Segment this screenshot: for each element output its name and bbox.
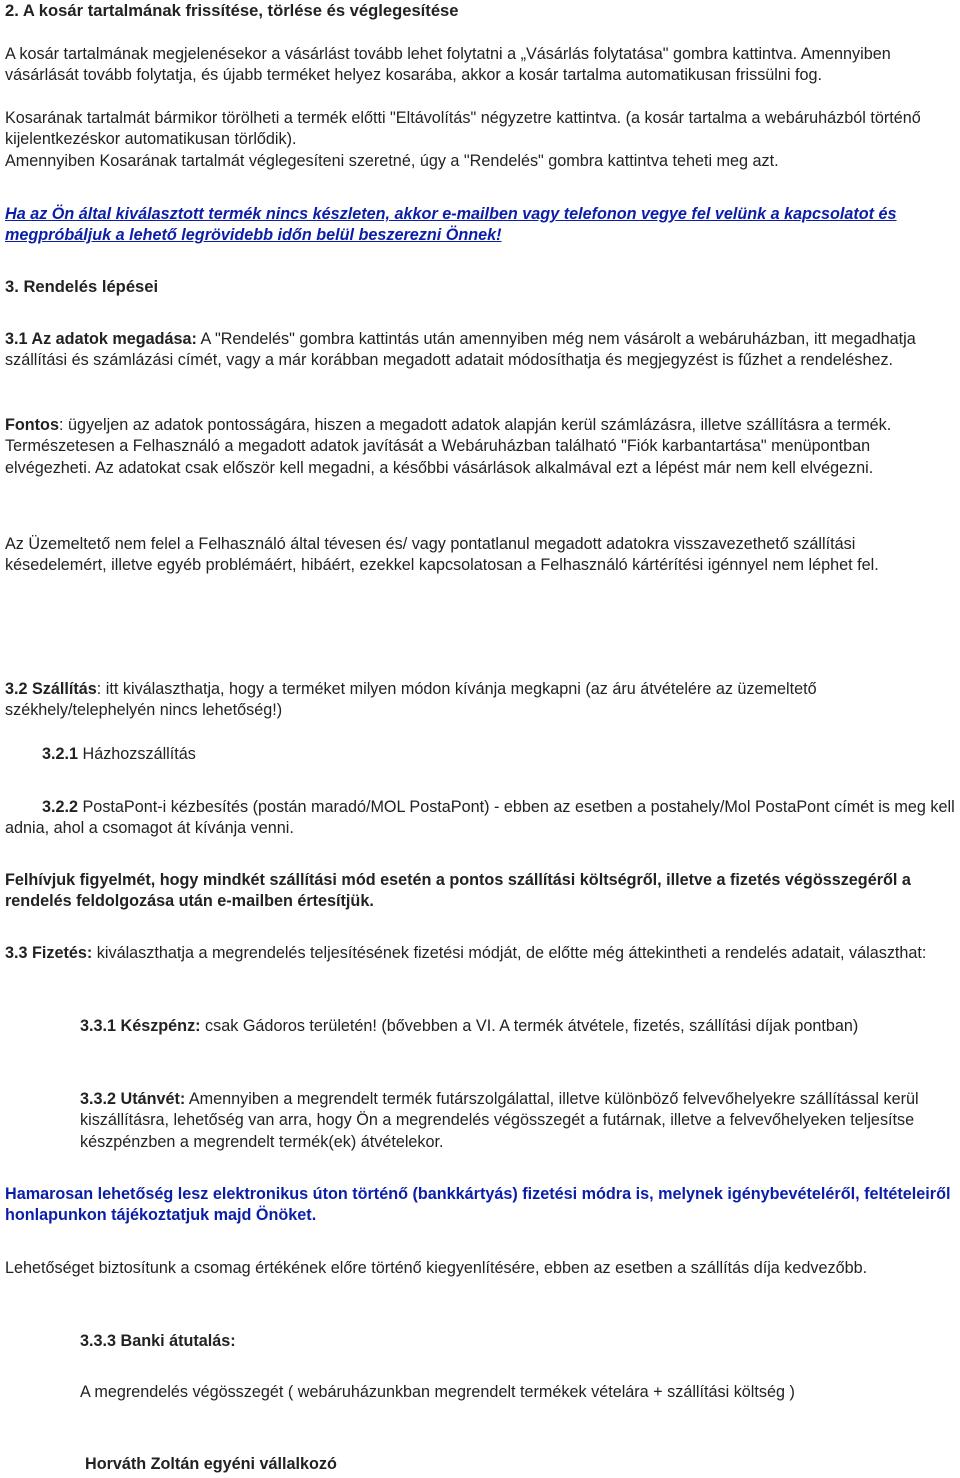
liability-paragraph: Az Üzemeltető nem felel a Felhasználó által tévesen és/ vagy pontatlanul megadott adatokra visszavezethető szállítási késedelemért, illetve egyéb problémáért, hibáért, ezekkel kapcsolatosan a Felhasználó kártérítési igénnyel nem léphet fel.: [5, 535, 879, 575]
cart-finalize-paragraph: Amennyiben Kosarának tartalmát véglegesíteni szeretné, úgy a "Rendelés" gombra kattintva teheti meg azt.: [5, 152, 779, 170]
section-2-heading: 2. A kosár tartalmának frissítése, törlése és véglegesítése: [5, 1, 459, 20]
cash-on-delivery-label: 3.3.2 Utánvét:: [80, 1090, 186, 1108]
cash-on-delivery-item: [80, 1089, 956, 1153]
out-of-stock-notice: Ha az Ön által kiválasztott termék nincs készleten, akkor e-mailben vagy telefonon vegye fel velünk a kapcsolatot és megpróbáljuk a lehető legrövidebb időn belül beszerezni Önnek!: [5, 205, 897, 245]
data-entry-text: A "Rendelés" gombra kattintás után amennyiben még nem vásárolt a webáruházban, itt megadhatja szállítási és számlázási címét, vagy a már korábban megadott adatait módosíthatja és megjegyzést is fűzhet a rendeléshez.: [5, 330, 916, 370]
bank-transfer-text: A megrendelés végösszegét ( webáruházunkban megrendelt termékek vételára + szállítási költség ): [80, 1383, 795, 1401]
postapont-text: PostaPont-i kézbesítés (postán maradó/MOL PostaPont) - ebben az esetben a postahely/Mol PostaPont címét is meg kell adnia, ahol a csomagot át kívánja venni.: [5, 798, 955, 838]
postapont-item: [5, 797, 956, 840]
shipping-paragraph: [5, 679, 956, 722]
signature: Horváth Zoltán egyéni vállalkozó: [85, 1455, 337, 1473]
cash-payment-item: [80, 1016, 956, 1037]
bank-transfer-label: 3.3.3 Banki átutalás:: [80, 1332, 236, 1350]
shipping-cost-notice: Felhívjuk figyelmét, hogy mindkét szállítási mód esetén a pontos szállítási költségről, illetve a fizetés végösszegéről a rendelés feldolgozása után e-mailben értesítjük.: [5, 871, 911, 911]
section-3-heading: 3. Rendelés lépései: [5, 277, 159, 296]
cart-remove-paragraph: Kosarának tartalmát bármikor törölheti a termék előtti "Eltávolítás" négyzetre kattintva. (a kosár tartalma a webáruházból történő kijelentkezéskor automatikusan törlődik).: [5, 109, 921, 149]
card-payment-notice: Hamarosan lehetőség lesz elektronikus úton történő (bankkártyás) fizetési módra is, melynek igénybevételéről, feltételeiről honlapunkon tájékoztatjuk majd Önöket.: [5, 1185, 951, 1225]
important-label: Fontos: [5, 416, 59, 434]
cart-continue-paragraph: A kosár tartalmának megjelenésekor a vásárlást tovább lehet folytatni a „Vásárlás folytatása" gombra kattintva. Amennyiben vásárlását tovább folytatja, és újabb terméket helyez kosarába, akkor a kosár tartalma automatikusan frissülni fog.: [5, 45, 891, 85]
home-delivery-text: Házhozszállítás: [78, 745, 196, 763]
payment-label: 3.3 Fizetés:: [5, 944, 93, 962]
shipping-text: : itt kiválaszthatja, hogy a terméket milyen módon kívánja megkapni (az áru átvételére az üzemeltető székhely/telephelyén nincs lehetőség!): [5, 680, 817, 720]
data-entry-label: 3.1 Az adatok megadása:: [5, 330, 197, 348]
shipping-label: 3.2 Szállítás: [5, 680, 97, 698]
cash-on-delivery-text: Amennyiben a megrendelt termék futárszolgálattal, illetve különböző felvevőhelyekre szállítással kerül kiszállításra, lehetőség van arra, hogy Ön a megrendelés végösszegét a futárnak, illetve a felvevőhelyeken teljesítse készpénzben a megrendelt termék(ek) átvételekor.: [80, 1090, 919, 1151]
important-text: : ügyeljen az adatok pontosságára, hiszen a megadott adatok alapján kerül számlázásra, illetve szállításra a termék. Természetesen a Felhasználó a megadott adatok javítását a Webáruházban található "Fiók karbantartása" menüpontban elvégezheti. Az adatokat csak először kell megadni, a későbbi vásárlások alkalmával ezt a lépést már nem kell elvégezni.: [5, 416, 892, 477]
home-delivery-item: [42, 744, 956, 765]
cash-payment-label: 3.3.1 Készpénz:: [80, 1017, 201, 1035]
payment-paragraph: [5, 943, 956, 964]
postapont-label: 3.2.2: [42, 798, 79, 816]
home-delivery-label: 3.2.1: [42, 745, 79, 763]
payment-text: kiválaszthatja a megrendelés teljesítésének fizetési módját, de előtte még áttekintheti a rendelés adatait, választhat:: [92, 944, 927, 962]
cash-payment-text: csak Gádoros területén! (bővebben a VI. A termék átvétele, fizetés, szállítási díjak pontban): [200, 1017, 859, 1035]
prepayment-paragraph: Lehetőséget biztosítunk a csomag értékének előre történő kiegyenlítésére, ebben az esetben a szállítás díja kedvezőbb.: [5, 1259, 868, 1277]
important-paragraph: [5, 415, 956, 479]
data-entry-paragraph: [5, 329, 956, 372]
